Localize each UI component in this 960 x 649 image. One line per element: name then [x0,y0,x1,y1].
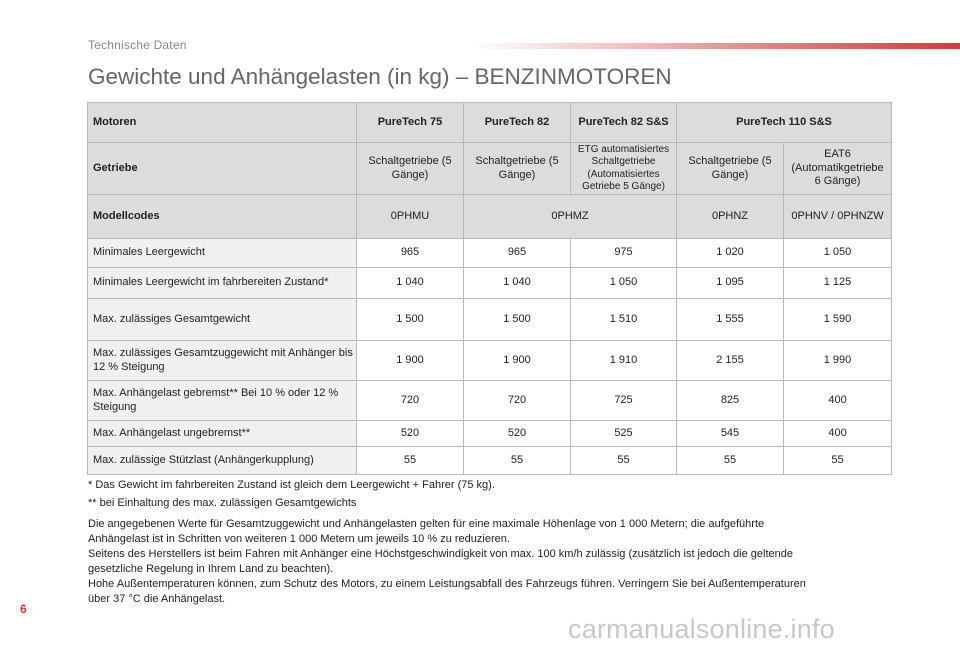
row-label: Max. Anhängelast ungebremst** [88,421,357,447]
table-cell: 965 [464,239,571,268]
accent-bar [470,43,960,49]
table-cell: 725 [571,381,677,421]
table-cell: 1 020 [677,239,784,268]
table-cell: 1 500 [464,299,571,341]
table-codes-row [88,195,892,239]
table-cell: 520 [464,421,571,447]
row-label: Max. Anhängelast gebremst** Bei 10 % oder 12 % Steigung [88,381,357,421]
table-cell: 1 040 [464,268,571,299]
table-cell: 55 [464,447,571,475]
table-cell: 720 [357,381,464,421]
watermark: carmanualsonline.info [568,614,835,644]
table-gearbox-row [88,143,892,195]
table-cell: 2 155 [677,341,784,381]
table-cell: 1 050 [784,239,892,268]
table-cell: 55 [784,447,892,475]
paragraph-line: über 37 °C die Anhängelast. [88,593,226,605]
table-cell: 975 [571,239,677,268]
table-cell: Schaltgetriebe (5 Gänge) [677,143,784,195]
paragraph-line: gesetzliche Regelung in Ihrem Land zu beachten). [88,563,334,575]
table-cell: 1 510 [571,299,677,341]
footnote-2: ** bei Einhaltung des max. zulässigen Gesamtgewichts [88,497,357,509]
col-header: PureTech 82 S&S [571,103,677,143]
paragraph-line: Seitens des Herstellers ist beim Fahren mit Anhänger eine Höchstgeschwindigkeit von max. 100 km/h zulässig (zusätzlich ist jedoch die geltende [88,548,793,560]
table-cell: 400 [784,381,892,421]
table-cell: 55 [571,447,677,475]
row-label: Max. zulässige Stützlast (Anhängerkupplung) [88,447,357,475]
table-cell: 0PHMU [357,195,464,239]
table-cell: ETG automatisiertes Schaltgetriebe (Automatisiertes Getriebe 5 Gänge) [571,143,677,195]
table-cell: 55 [357,447,464,475]
table-row [88,381,892,421]
table-row [88,421,892,447]
page-title: Gewichte und Anhängelasten (in kg) – BENZINMOTOREN [88,64,672,89]
col-header: PureTech 110 S&S [677,103,892,143]
table-cell: EAT6 (Automatikgetriebe 6 Gänge) [784,143,892,195]
table-cell: 545 [677,421,784,447]
table-cell: 1 095 [677,268,784,299]
row-label-modellcodes: Modellcodes [88,195,357,239]
table-header-row [88,103,892,143]
info-paragraph [88,517,868,607]
table-cell: Schaltgetriebe (5 Gänge) [464,143,571,195]
table-cell: 825 [677,381,784,421]
table-row [88,299,892,341]
table-cell: 55 [677,447,784,475]
table-cell: 1 500 [357,299,464,341]
col-header: PureTech 82 [464,103,571,143]
table-cell: 1 125 [784,268,892,299]
paragraph-line: Die angegebenen Werte für Gesamtzuggewicht und Anhängelasten gelten für eine maximale Höhenlage von 1 000 Metern; die aufgeführte [88,518,765,530]
table-cell: 0PHNV / 0PHNZW [784,195,892,239]
table-cell: 1 040 [357,268,464,299]
table-cell: 1 555 [677,299,784,341]
table-cell: 1 900 [357,341,464,381]
row-label: Minimales Leergewicht im fahrbereiten Zustand* [88,268,357,299]
table-row [88,447,892,475]
table-cell: 1 990 [784,341,892,381]
table-cell: 0PHNZ [677,195,784,239]
table-cell: 965 [357,239,464,268]
table-row [88,341,892,381]
table-cell: 525 [571,421,677,447]
table-cell: 0PHMZ [464,195,677,239]
table-cell: 1 900 [464,341,571,381]
row-label-getriebe: Getriebe [88,143,357,195]
paragraph-line: Anhängelast ist in Schritten von weiteren 1 000 Metern um jeweils 10 % zu reduzieren. [88,533,510,545]
row-label: Minimales Leergewicht [88,239,357,268]
weights-table [87,102,892,475]
table-row [88,239,892,268]
footnote-1: * Das Gewicht im fahrbereiten Zustand ist gleich dem Leergewicht + Fahrer (75 kg). [88,479,495,491]
table-cell: 720 [464,381,571,421]
row-label: Max. zulässiges Gesamtgewicht [88,299,357,341]
table-row [88,268,892,299]
col-header: PureTech 75 [357,103,464,143]
table-cell: Schaltgetriebe (5 Gänge) [357,143,464,195]
paragraph-line: Hohe Außentemperaturen können, zum Schutz des Motors, zu einem Leistungsabfall des Fahrzeugs führen. Verringern Sie bei Außentemperaturen [88,578,806,590]
table-cell: 1 910 [571,341,677,381]
table-cell: 1 050 [571,268,677,299]
section-label: Technische Daten [88,38,187,52]
page-number: 6 [20,602,27,616]
table-cell: 1 590 [784,299,892,341]
row-label-motoren: Motoren [88,103,357,143]
row-label: Max. zulässiges Gesamtzuggewicht mit Anhänger bis 12 % Steigung [88,341,357,381]
table-cell: 520 [357,421,464,447]
table-cell: 400 [784,421,892,447]
